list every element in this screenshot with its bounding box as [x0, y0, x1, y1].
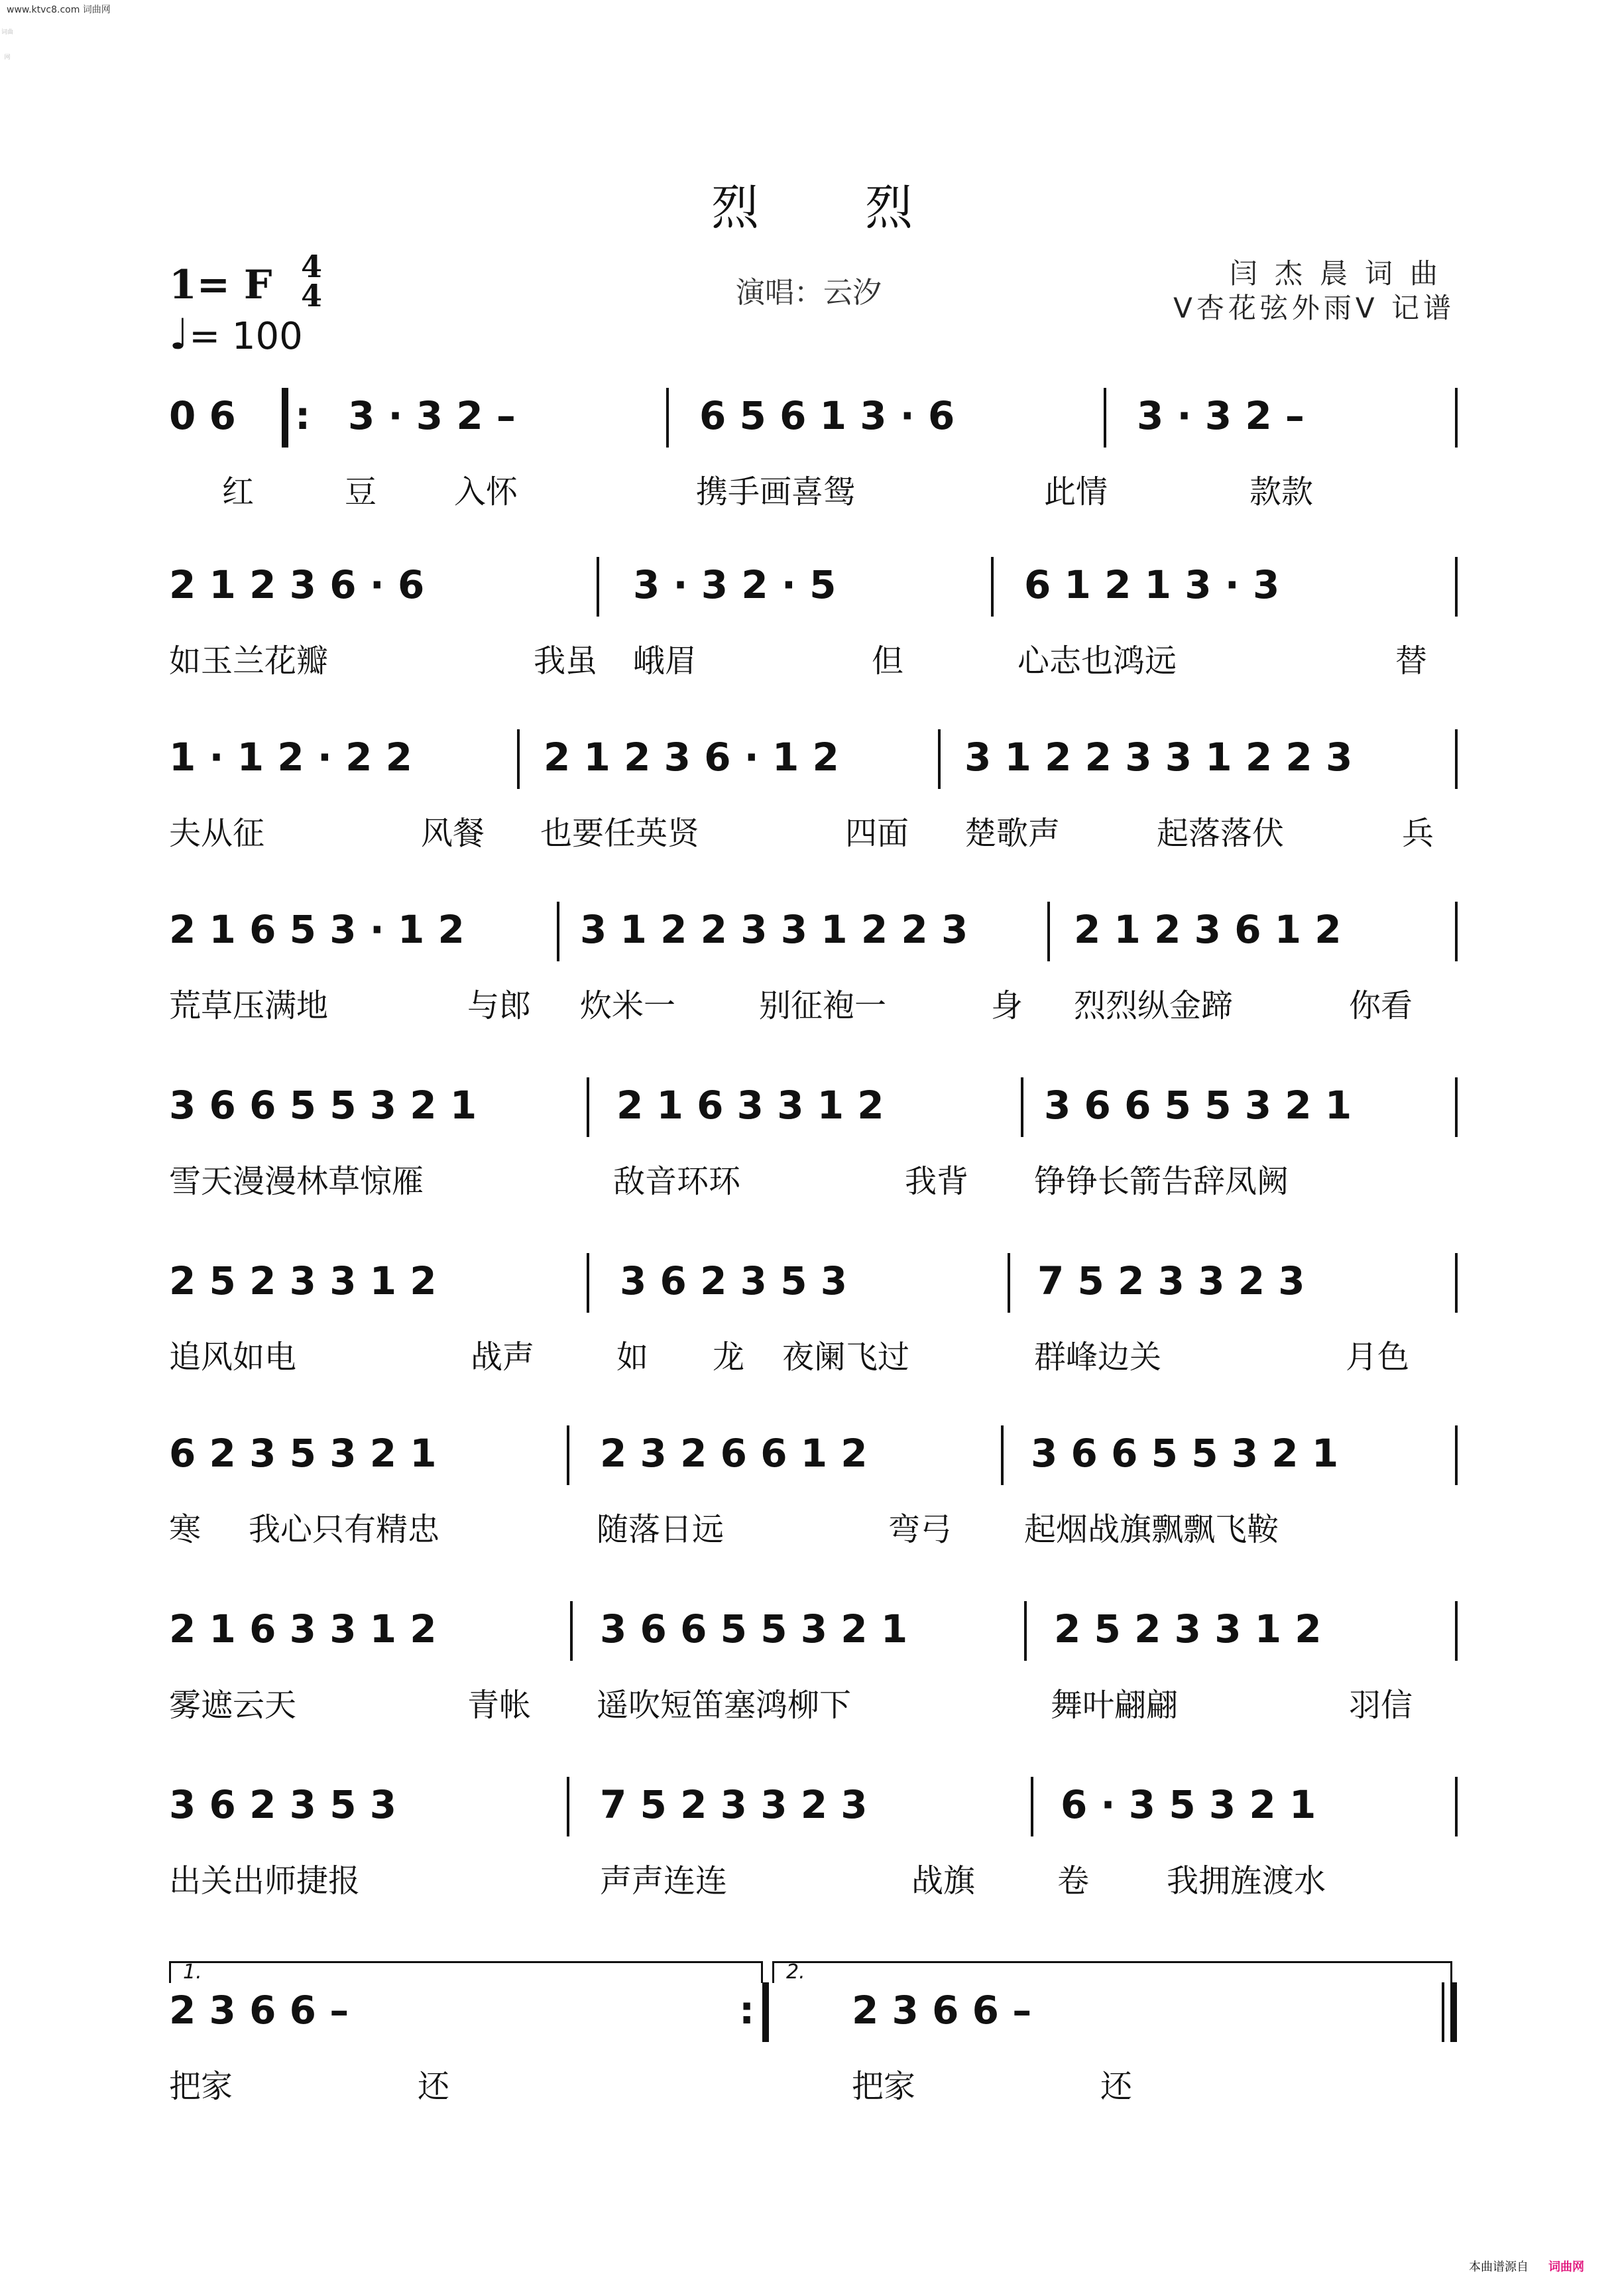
lyric: 也要任英贤	[540, 815, 700, 852]
barline	[1455, 902, 1458, 961]
measure: 6 1 2 1 3 · 3	[1024, 562, 1280, 607]
singer-credit: 演唱：云汐	[736, 276, 882, 310]
measure: 3 · 3 2 · 5	[633, 562, 837, 607]
lyric: 我背	[905, 1163, 969, 1200]
barline	[587, 1253, 589, 1313]
lyric: 荒草压满地	[169, 987, 329, 1024]
lyric: 此情	[1044, 473, 1108, 511]
lyric: 龙	[713, 1339, 745, 1376]
score-system-4	[169, 902, 1458, 1048]
lyric: 雪天漫漫林草惊雁	[169, 1163, 424, 1200]
lyric: 追风如电	[169, 1339, 297, 1376]
barline	[1455, 1601, 1458, 1661]
site-watermark: www.ktvc8.com 词曲网	[7, 5, 111, 15]
quarter-note-icon: ♩	[169, 310, 190, 359]
lyric: 铮铮长箭告辞凤阙	[1034, 1163, 1289, 1200]
barline	[567, 1425, 569, 1485]
final-barline-thin	[1442, 1982, 1444, 2042]
lyric: 羽信	[1349, 1687, 1413, 1724]
notation-row	[169, 1253, 1458, 1313]
key-signature: 1= F	[169, 262, 272, 308]
measure: 2 1 2 3 6 · 6	[169, 562, 425, 607]
score-system-7	[169, 1425, 1458, 1571]
barline	[1455, 388, 1458, 448]
time-signature-top: 4	[300, 249, 322, 284]
lyric: 遥吹短笛塞鸿柳下	[597, 1687, 852, 1724]
measure: 2 1 6 3 3 1 2	[616, 1083, 884, 1128]
score-system-9	[169, 1777, 1458, 1923]
final-barline-thick	[1450, 1982, 1457, 2042]
notation-row	[169, 1425, 1458, 1485]
left-watermark-strip	[1, 20, 13, 2261]
lyric: 起烟战旗飘飘飞鞍	[1024, 1511, 1279, 1548]
repeat-end-barline	[762, 1982, 769, 2042]
measure: 6 2 3 5 3 2 1	[169, 1431, 437, 1476]
score-system-5	[169, 1077, 1458, 1223]
lyric: 如玉兰花瓣	[169, 642, 329, 680]
lyric: 烈烈纵金蹄	[1074, 987, 1234, 1024]
barline	[1455, 1425, 1458, 1485]
barline	[570, 1601, 573, 1661]
lyric: 你看	[1349, 987, 1413, 1024]
measure: 2 1 6 5 3 · 1 2	[169, 907, 465, 952]
lyric: 声声连连	[600, 1862, 728, 1899]
time-signature	[295, 249, 328, 314]
measure: 7 5 2 3 3 2 3	[600, 1782, 868, 1827]
measure: 3 6 6 5 5 3 2 1	[600, 1606, 908, 1652]
barline	[1455, 729, 1458, 789]
lyric: 心志也鸿远	[1017, 642, 1177, 680]
score-system-8	[169, 1601, 1458, 1747]
notation-row	[169, 1077, 1458, 1137]
barline	[1001, 1425, 1004, 1485]
tempo-marking	[169, 310, 303, 359]
lyric: 别征袍一	[759, 987, 887, 1024]
lyric: 战旗	[911, 1862, 976, 1899]
score-system-1	[169, 388, 1458, 534]
measure: 2 5 2 3 3 1 2	[169, 1258, 437, 1303]
barline	[517, 729, 520, 789]
score-system-6	[169, 1253, 1458, 1399]
lyric: 夫从征	[169, 815, 265, 852]
first-ending-bracket	[169, 1961, 763, 1983]
notation-row	[169, 902, 1458, 961]
lyric: 月色	[1346, 1339, 1410, 1376]
lyric: 炊米一	[580, 987, 676, 1024]
measure: 2 3 6 6 –	[852, 1988, 1032, 2033]
lyric: 入怀	[454, 473, 518, 511]
measure: 3 1 2 2 3 3 1 2 2 3	[580, 907, 968, 952]
measure: 2 3 6 6 –	[169, 1988, 349, 2033]
notation-row	[169, 388, 1458, 448]
second-ending-bracket	[772, 1961, 1452, 1983]
measure: 0 6	[169, 393, 236, 438]
lyric: 把家	[169, 2068, 233, 2105]
score-system-3	[169, 729, 1458, 875]
measure: 2 3 2 6 6 1 2	[600, 1431, 868, 1476]
measure: 6 · 3 5 3 2 1	[1061, 1782, 1316, 1827]
lyric: 弯弓	[888, 1511, 953, 1548]
measure: 3 6 6 5 5 3 2 1	[169, 1083, 477, 1128]
barline	[587, 1077, 589, 1137]
measure: 3 6 2 3 5 3	[620, 1258, 848, 1303]
repeat-start-barline	[282, 388, 288, 448]
lyric: 红	[222, 473, 255, 511]
barline	[1008, 1253, 1010, 1313]
tempo-value: = 100	[189, 315, 303, 358]
lyric: 款款	[1249, 473, 1314, 511]
repeat-dots-icon: :	[739, 1988, 755, 2033]
measure: 6 5 6 1 3 · 6	[699, 393, 955, 438]
notation-row	[169, 1982, 1458, 2042]
barline	[1455, 1253, 1458, 1313]
notation-row	[169, 1601, 1458, 1661]
lyric: 把家	[852, 2068, 916, 2105]
lyric: 还	[418, 2068, 450, 2105]
barline	[666, 388, 669, 448]
lyric-row	[169, 2061, 1458, 2283]
measure: 3 · 3 2 –	[348, 393, 516, 438]
lyric: 青帐	[467, 1687, 532, 1724]
lyric: 我心只有精忠	[249, 1511, 440, 1548]
barline	[1031, 1777, 1033, 1836]
lyric: 起落落伏	[1157, 815, 1285, 852]
barline	[938, 729, 941, 789]
lyric: 雾遮云天	[169, 1687, 297, 1724]
lyric: 携手画喜鸳	[696, 473, 856, 511]
lyric: 如	[616, 1339, 649, 1376]
barline	[1104, 388, 1106, 448]
song-title: 烈烈	[711, 180, 1019, 235]
lyric: 还	[1100, 2068, 1133, 2105]
notation-row	[169, 1777, 1458, 1836]
left-strip-label: 词曲网	[1, 29, 14, 61]
measure: 2 1 2 3 6 · 1 2	[544, 735, 839, 780]
lyric: 但	[872, 642, 904, 680]
lyric: 舞叶翩翩	[1051, 1687, 1179, 1724]
lyric: 随落日远	[597, 1511, 725, 1548]
right-watermark-strip	[1611, 20, 1623, 2261]
barline	[597, 557, 599, 617]
measure: 3 6 6 5 5 3 2 1	[1031, 1431, 1339, 1476]
footer-site-link[interactable]: 词曲网	[1548, 2260, 1584, 2274]
first-ending-label: 1.	[183, 1960, 202, 1984]
barline	[567, 1777, 569, 1836]
barline	[991, 557, 994, 617]
lyric: 我虽	[534, 642, 598, 680]
measure: 2 1 2 3 6 1 2	[1074, 907, 1342, 952]
lyric: 豆	[345, 473, 377, 511]
transcriber-credit: V杏花弦外雨V 记谱	[1173, 292, 1455, 324]
measure: 2 1 6 3 3 1 2	[169, 1606, 437, 1652]
measure: 3 1 2 2 3 3 1 2 2 3	[964, 735, 1353, 780]
barline	[1021, 1077, 1023, 1137]
lyric: 峨眉	[633, 642, 697, 680]
barline	[1455, 1777, 1458, 1836]
lyric: 夜阑飞过	[782, 1339, 910, 1376]
time-signature-bottom: 4	[300, 278, 322, 314]
score-system-10	[169, 1960, 1458, 2128]
measure: 3 6 6 5 5 3 2 1	[1044, 1083, 1352, 1128]
lyric: 身	[991, 987, 1023, 1024]
lyric: 楚歌声	[964, 815, 1061, 852]
repeat-dots-icon: :	[295, 393, 311, 438]
composer-credit: 闫杰晨词曲	[1229, 257, 1455, 290]
lyric: 兵	[1402, 815, 1434, 852]
notation-row	[169, 557, 1458, 617]
barline	[557, 902, 559, 961]
lyric: 寒	[169, 1511, 202, 1548]
measure: 2 5 2 3 3 1 2	[1054, 1606, 1322, 1652]
second-ending-label: 2.	[786, 1960, 805, 1984]
barline	[1455, 1077, 1458, 1137]
lyric: 四面	[845, 815, 909, 852]
footer-source: 本曲谱源自	[1469, 2260, 1529, 2274]
notation-row	[169, 729, 1458, 789]
lyric: 出关出师捷报	[169, 1862, 361, 1899]
lyric: 群峰边关	[1034, 1339, 1162, 1376]
measure: 3 6 2 3 5 3	[169, 1782, 397, 1827]
measure: 1 · 1 2 · 2 2	[169, 735, 413, 780]
score-system-2	[169, 557, 1458, 703]
barline	[1024, 1601, 1027, 1661]
footer-credit	[1469, 2257, 1584, 2275]
lyric: 风餐	[421, 815, 485, 852]
barline	[1455, 557, 1458, 617]
lyric: 我拥旌渡水	[1167, 1862, 1326, 1899]
lyric: 卷	[1057, 1862, 1090, 1899]
lyric: 战声	[471, 1339, 535, 1376]
measure: 3 · 3 2 –	[1137, 393, 1305, 438]
lyric: 敌音环环	[613, 1163, 741, 1200]
barline	[1047, 902, 1050, 961]
lyric: 替	[1395, 642, 1428, 680]
measure: 7 5 2 3 3 2 3	[1037, 1258, 1305, 1303]
lyric: 与郎	[467, 987, 532, 1024]
